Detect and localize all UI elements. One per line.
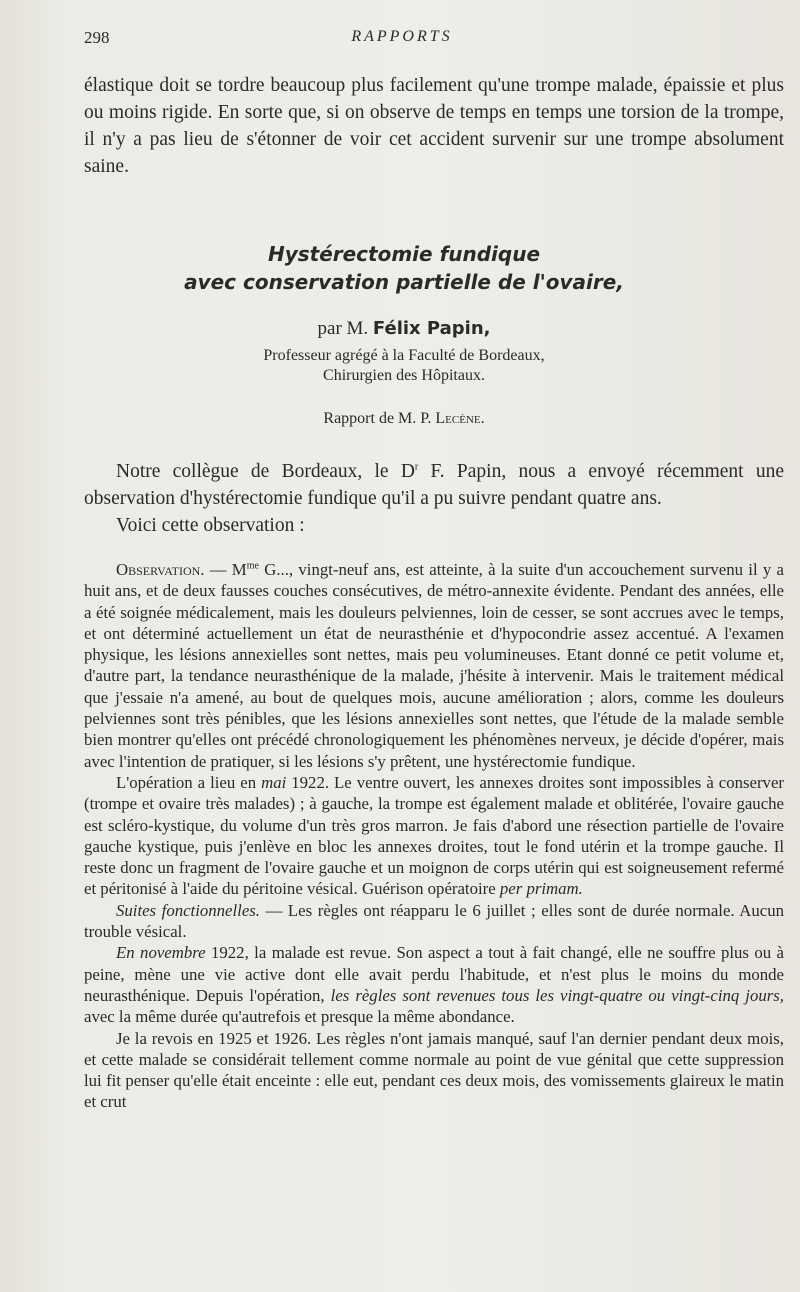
byline-prefix: par M. <box>317 318 369 339</box>
italic-run: les règles sont revenues tous les vingt-quatre ou vingt-cinq jours, <box>330 985 784 1005</box>
affiliation <box>84 346 784 386</box>
italic-run: En novembre <box>116 943 206 963</box>
italic-run: mai <box>261 772 287 792</box>
article-title <box>84 240 784 296</box>
text-run: F. Papin, nous a envoyé récemment une observation d'hystérectomie fundique qu'il a pu suivre pendant quatre ans. <box>84 461 784 509</box>
article-title-line-1: Hystérectomie fundique <box>267 242 541 266</box>
byline <box>84 318 784 340</box>
italic-run: per primam. <box>499 879 583 899</box>
affiliation-line-2: Chirurgien des Hôpitaux. <box>323 367 485 384</box>
italic-run: Suites fonctionnelles. <box>116 900 260 920</box>
article-title-line-2: avec conservation partielle de l'ovaire, <box>184 270 624 294</box>
running-head <box>84 28 780 54</box>
intro-paragraph: élastique doit se tordre beaucoup plus facilement qu'une trompe malade, épaissie et plus ou moins rigide. En sorte que, si on observe de temps en temps une torsion de la trompe, il n'y a pas lieu de s'étonner de voir cet accident survenir sur une trompe absolument saine. <box>84 75 784 177</box>
text-run: Notre collègue de Bordeaux, le D <box>116 461 415 482</box>
body-text <box>84 72 784 1113</box>
superscript: me <box>246 560 259 572</box>
text-run: 1922, la malade est revue. Son aspect a tout à fait changé, elle ne souffre plus ou à peine, mène une vie active dont elle avait perdu l'habitude, et n'est plus le moins du monde neurasthénique. Depuis l'opération, <box>84 943 784 1005</box>
rapport-line <box>84 410 784 428</box>
observation-label: Observation. <box>116 560 205 579</box>
paragraph-collegue <box>84 458 784 512</box>
text-run: 1922. Le ventre ouvert, les annexes droites sont impossibles à conserver (trompe et ovaire très malades) ; à gauche, la trompe est également malade et oblitérée, l'ovaire gauche est scléro-kystique, du volume d'un très gros marron. Je fais d'abord une résection partielle de l'ovaire gauche kystique, puis j'enlève en bloc les annexes droites, tout le fond utérin et la trompe gauche. Il reste donc un fragment de l'ovaire gauche et un moignon de corps utérin qui est soigneusement refermé et péritonisé à l'aide du péritoine vésical. Guérison opératoire <box>84 772 784 899</box>
paragraph-novembre <box>84 942 784 1027</box>
page-number: 298 <box>84 28 110 47</box>
text-run: avec la même durée qu'autrefois et presque la même abondance. <box>84 1007 515 1027</box>
paragraph-voici: Voici cette observation : <box>116 515 305 536</box>
paragraph-revois: Je la revois en 1925 et 1926. Les règles n'ont jamais manqué, sauf l'an dernier pendant deux mois, et cette malade se considérait tellement comme normale au point de vue génital que cette suppression lui fit penser qu'elle était enceinte : elle eut, pendant ces deux mois, des vomissements glaireux le matin et crut <box>84 1028 784 1112</box>
affiliation-line-1: Professeur agrégé à la Faculté de Bordeaux, <box>263 347 545 364</box>
paragraph-observation <box>84 559 784 772</box>
rapporteur-name: Lecène. <box>435 410 485 427</box>
text-run: — M <box>204 560 247 579</box>
text-run: — Les règles ont réapparu le 6 juillet ; elles sont de durée normale. Aucun trouble vésical. <box>84 900 784 942</box>
text-run: L'opération a lieu en <box>116 772 262 792</box>
paragraph-suites <box>84 900 784 943</box>
rapport-prefix: Rapport de M. P. <box>323 410 432 427</box>
superscript: r <box>414 461 419 473</box>
running-title: RAPPORTS <box>351 28 453 45</box>
paragraph-operation <box>84 772 784 900</box>
author-name: Félix Papin, <box>372 318 491 339</box>
text-run: G..., vingt-neuf ans, est atteinte, à la suite d'un accouchement survenu il y a huit ans, et de deux fausses couches consécutives, de métro-annexite évidente. Pendant des années, elle a été soignée médicalement, mais les douleurs pelviennes, loin de cesser, se sont accrues avec le temps, et ont déterminé actuellement un état de neurasthénie et d'hypocondrie assez accentué. A l'examen physique, les lésions annexielles sont nettes, mais peu volumineuses. Etant donné ce petit volume et, d'autre part, la tendance neurasthénique de la malade, j'hésite à intervenir. Mais le traitement médical que j'essaie n'a amené, au bout de quelques mois, aucune amélioration ; alors, comme les douleurs pelviennes sont très pénibles, que les lésions annexielles sont nettes, que l'étude de la malade semble bien montrer qu'elles ont précédé chronologiquement les phénomènes nerveux, je décide d'opérer, mais avec l'intention de pratiquer, si les lésions s'y prêtent, une hystérectomie fundique. <box>84 560 784 771</box>
